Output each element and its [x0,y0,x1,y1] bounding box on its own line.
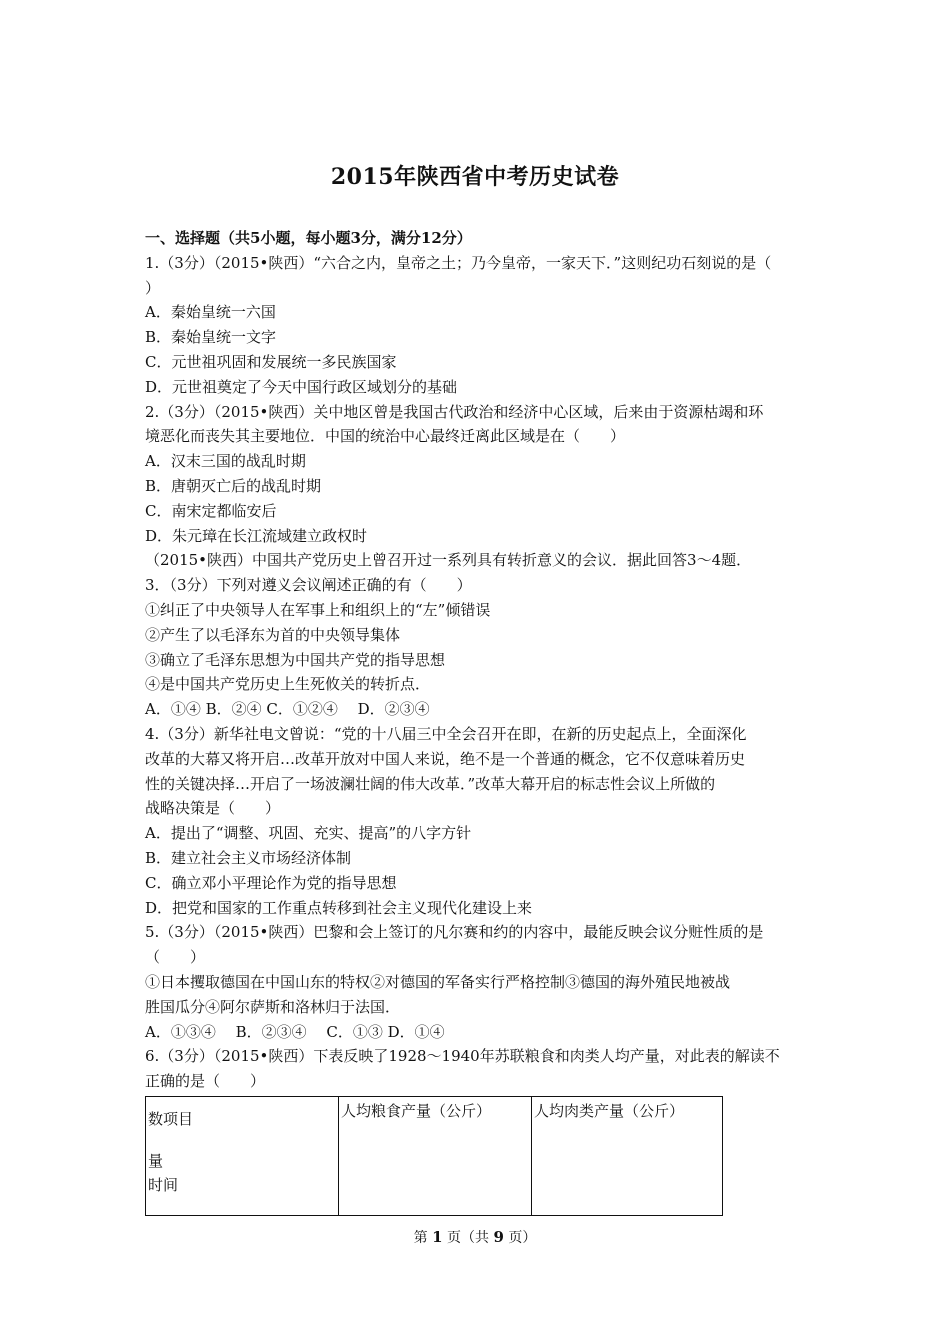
question-2 [145,400,810,549]
option-d: D．朱元璋在长江流域建立政权时 [145,526,368,545]
option-a: A．秦始皇统一六国 [145,303,276,322]
current-page-number: 1 [432,1228,443,1246]
question-stem: 正确的是（ ） [145,1072,266,1091]
option-b: B．建立社会主义市场经济体制 [145,848,352,867]
question-6 [145,1044,810,1216]
page-title: 2015年陕西省中考历史试卷 [330,164,620,190]
statements: ①日本攫取德国在中国山东的特权②对德国的军备实行严格控制③德国的海外殖民地被战 [145,972,731,991]
question-stem: （ ） [145,948,206,967]
section-heading: 一、选择题（共5小题，每小题3分，满分12分） [145,229,472,247]
question-stem: 性的关键决择…开启了一场波澜壮阔的伟大改革．”改革大幕开启的标志性会议上所做的 [145,774,716,793]
corner-label-top: 数项目 [148,1109,194,1128]
option-c: C．元世祖巩固和发展统一多民族国家 [145,352,397,371]
statement-3: ③确立了毛泽东思想为中国共产党的指导思想 [145,650,446,669]
table-corner-cell [146,1096,339,1215]
option-c: C．确立邓小平理论作为党的指导思想 [145,873,397,892]
option-b: B．唐朝灭亡后的战乱时期 [145,476,322,495]
options: A．①③④ B．②③④ C．①③ D．①④ [145,1022,445,1041]
footer-suffix: 页） [508,1230,537,1246]
option-a: A．提出了“调整、巩固、充实、提高”的八字方针 [145,824,472,843]
corner-label-bottom: 时间 [148,1175,179,1194]
option-b: B．秦始皇统一文字 [145,328,277,347]
statement-4: ④是中国共产党历史上生死攸关的转折点． [145,675,431,694]
question-5 [145,920,810,1044]
question-stem: 5.（3分）（2015•陕西）巴黎和会上签订的凡尔赛和约的内容中，最能反映会议分赃性质的是 [145,923,764,942]
question-1 [145,251,810,400]
question-stem: 战略决策是（ ） [145,799,281,818]
total-page-number: 9 [493,1228,504,1246]
statements: 胜国瓜分④阿尔萨斯和洛林归于法国． [145,997,401,1016]
table-header-cell: 人均肉类产量（公斤） [532,1096,723,1215]
question-3 [145,573,810,722]
exam-content [145,226,810,1216]
corner-label-mid: 量 [148,1151,164,1170]
option-a: A．汉末三国的战乱时期 [145,452,306,471]
data-table [145,1096,723,1216]
table-row [146,1096,723,1215]
question-stem: 6.（3分）（2015•陕西）下表反映了1928～1940年苏联粮食和肉类人均产量，对此表的解读不 [145,1047,780,1066]
question-stem: 1.（3分）（2015•陕西）“六合之内，皇帝之土；乃今皇帝，一家天下．”这则纪功石刻说的是（ [145,253,772,272]
question-stem: 4.（3分）新华社电文曾说：“党的十八届三中全会召开在即，在新的历史起点上，全面深化 [145,724,747,743]
option-d: D．元世祖奠定了今天中国行政区域划分的基础 [145,377,458,396]
question-stem: 境恶化而丧失其主要地位．中国的统治中心最终迁离此区域是在（ ） [145,427,626,446]
footer-middle: 页（共 [447,1230,489,1246]
statement-1: ①纠正了中央领导人在军事上和组织上的“左”倾错误 [145,600,491,619]
question-4 [145,722,810,920]
question-stem: 2.（3分）（2015•陕西）关中地区曾是我国古代政治和经济中心区域，后来由于资源枯竭和环 [145,402,764,421]
option-d: D．把党和国家的工作重点转移到社会主义现代化建设上来 [145,898,533,917]
question-stem-end: ） [145,278,161,297]
option-c: C．南宋定都临安后 [145,501,277,520]
intro-q3-q4: （2015•陕西）中国共产党历史上曾召开过一系列具有转折意义的会议．据此回答3～4题． [145,551,752,570]
table-header-cell: 人均粮食产量（公斤） [339,1096,532,1215]
question-stem: 3．（3分）下列对遵义会议阐述正确的有（ ） [145,576,472,595]
page-footer [0,1227,950,1247]
statement-2: ②产生了以毛泽东为首的中央领导集体 [145,625,401,644]
question-stem: 改革的大幕又将开启…改革开放对中国人来说，绝不是一个普通的概念，它不仅意味着历史 [145,749,746,768]
footer-prefix: 第 [413,1230,428,1246]
options: A．①④ B．②④ C．①②④ D．②③④ [145,700,430,719]
